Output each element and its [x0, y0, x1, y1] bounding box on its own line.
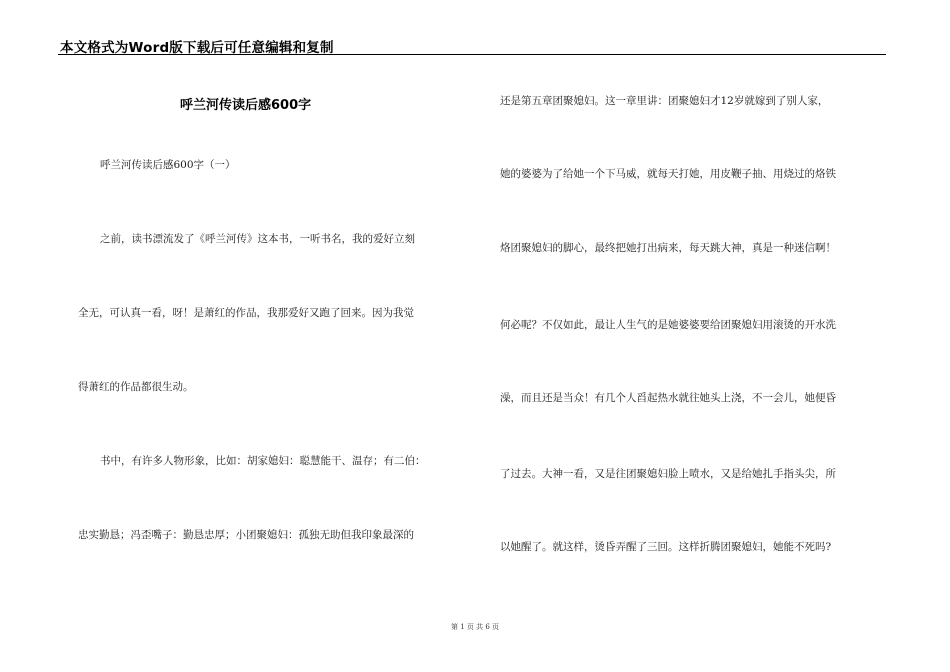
paragraph-line: 烙团聚媳妇的脚心，最终把她打出病来，每天跳大神，真是一种迷信啊！: [500, 242, 836, 254]
paragraph-line: 还是第五章团聚媳妇。这一章里讲：团聚媳妇才12岁就嫁到了别人家，: [500, 95, 829, 107]
page-number: 第 1 页 共 6 页: [450, 623, 500, 631]
paragraph-line: 何必呢？不仅如此，最让人生气的是她婆婆要给团聚媳妇用滚烫的开水洗: [500, 319, 836, 331]
paragraph-line: 了过去。大神一看，又是往团聚媳妇脸上喷水，又是给她扎手指头尖，所: [500, 468, 836, 480]
paragraph-line: 她的婆婆为了给她一个下马威，就每天打她，用皮鞭子抽、用烧过的烙铁: [500, 168, 836, 180]
paragraph-line: 得萧红的作品都很生动。: [78, 381, 194, 393]
paragraph-line: 以她醒了。就这样，烫昏弄醒了三回。这样折腾团聚媳妇，她能不死吗?: [500, 541, 832, 553]
document-header-text: 本文格式为Word版下载后可任意编辑和复制: [60, 40, 334, 56]
paragraph-line: 澡，而且还是当众！有几个人舀起热水就往她头上浇，不一会儿，她便昏: [500, 392, 836, 404]
paragraph-line: 全无，可认真一看，呀！是萧红的作品，我那爱好又跑了回来。因为我觉: [78, 307, 414, 319]
paragraph-line: 之前，读书漂流发了《呼兰河传》这本书，一听书名，我的爱好立刻: [100, 233, 415, 245]
header-divider: [58, 54, 886, 55]
document-title: 呼兰河传读后感600字: [180, 98, 312, 113]
paragraph-line: 书中，有许多人物形象，比如：胡家媳妇：聪慧能干、温存；有二伯：: [100, 455, 426, 467]
paragraph-line: 呼兰河传读后感600字（一）: [100, 159, 236, 171]
paragraph-line: 忠实勤恳；冯歪嘴子：勤恳忠厚；小团聚媳妇：孤独无助但我印象最深的: [78, 529, 414, 541]
